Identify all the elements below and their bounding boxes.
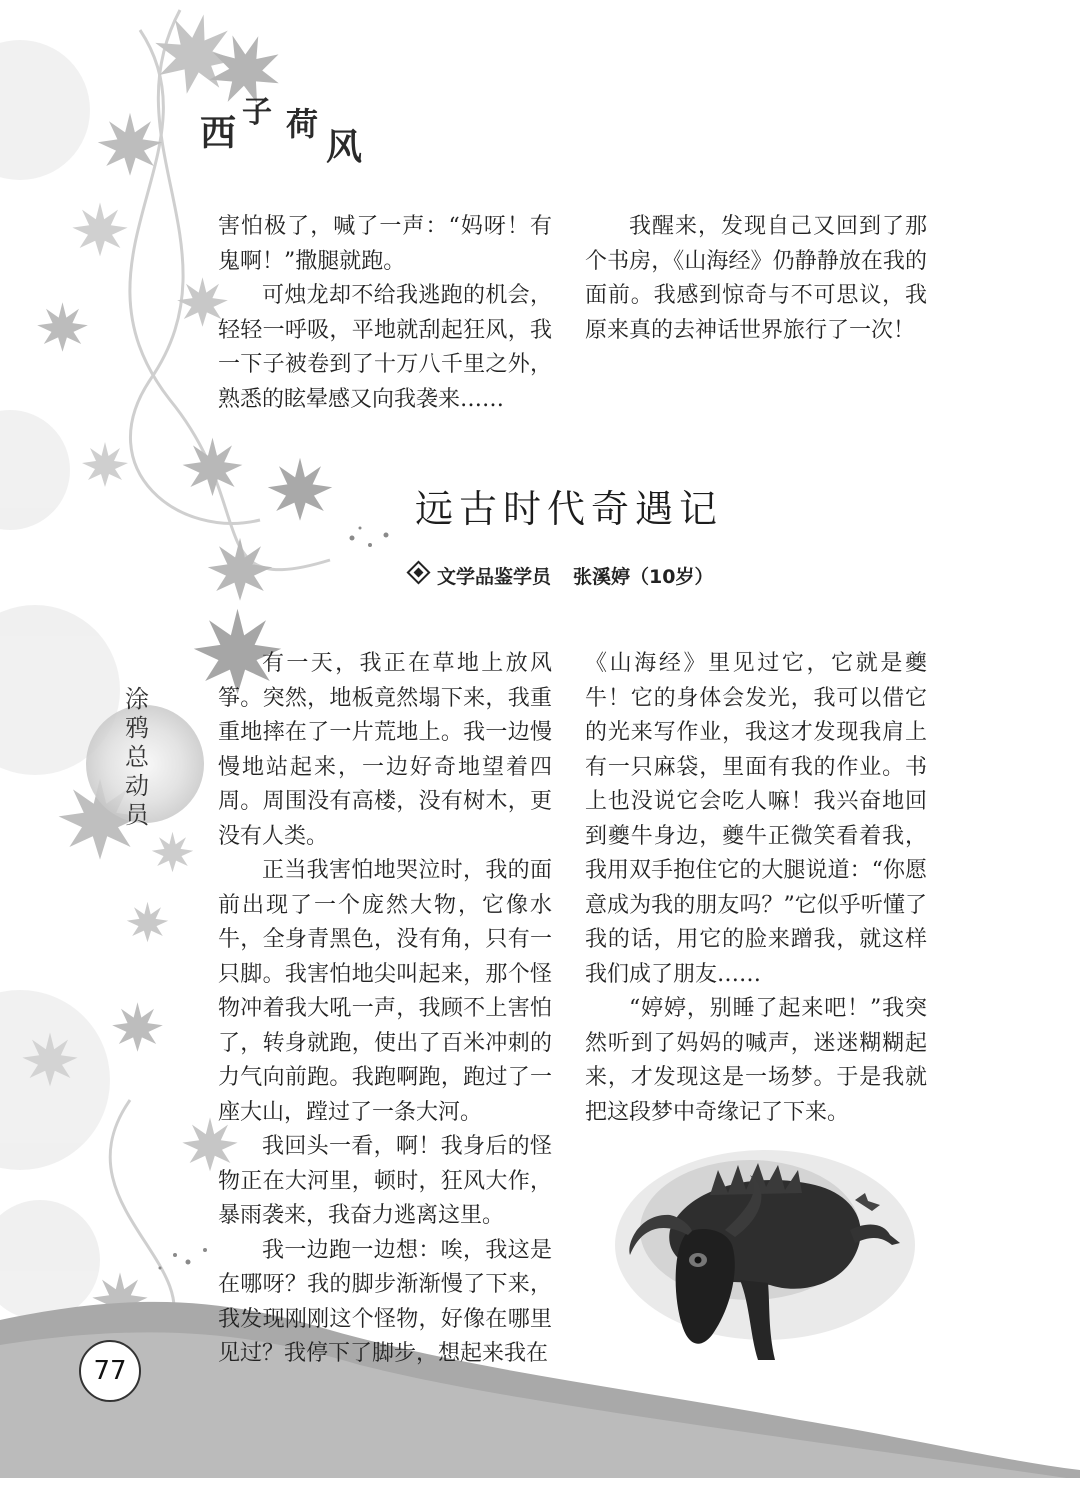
paragraph: 害怕极了，喊了一声：“妈呀！有鬼啊！”撒腿就跑。 — [218, 214, 552, 274]
kui-niu-illustration — [600, 1135, 920, 1375]
diamond-bullet-icon — [406, 560, 430, 584]
paragraph: 我醒来，发现自己又回到了那个书房，《山海经》仍静静放在我的面前。我感到惊奇与不可思议，我原来真的去神话世界旅行了一次！ — [585, 214, 927, 343]
paragraph: 可烛龙却不给我逃跑的机会，轻轻一呼吸，平地就刮起狂风，我一下子被卷到了十万八千里之外，熟悉的眩晕感又向我袭来…… — [218, 283, 552, 412]
prev-story-right-column — [585, 210, 927, 348]
byline-role: 文学品鉴学员 — [437, 566, 552, 588]
article-right-column — [585, 647, 927, 1130]
header-char-3: 荷 — [286, 105, 319, 143]
prev-story-left-column — [218, 210, 552, 417]
paragraph: 我一边跑一边想：唉，我这是在哪呀？我的脚步渐渐慢了下来，我发现刚刚这个怪物，好像在哪里见过？我停下了脚步，想起来我在 — [218, 1237, 552, 1366]
byline — [410, 562, 713, 589]
article-title: 远古时代奇遇记 — [415, 487, 724, 531]
header-char-4: 风 — [326, 127, 363, 168]
paragraph: 《山海经》里见过它，它就是夔牛！它的身体会发光，我可以借它的光来写作业，我这才发现我肩上有一只麻袋，里面有我的作业。书上也没说它会吃人嘛！我兴奋地回到夔牛身边，夔牛正微笑看着我，我用双手抱住它的大腿说道：“你愿意成为我的朋友吗？”它似乎听懂了我的话，用它的脸来蹭我，就这样我们成了朋友…… — [585, 651, 927, 987]
bottom-border — [0, 1478, 1080, 1495]
side-label-text: 涂鸦总动员 — [125, 685, 149, 829]
paragraph: “婷婷，别睡了起来吧！”我突然听到了妈妈的喊声，迷迷糊糊起来，才发现这是一场梦。于是我就把这段梦中奇缘记了下来。 — [585, 996, 927, 1125]
header-char-1: 西 — [200, 113, 237, 154]
paragraph: 正当我害怕地哭泣时，我的面前出现了一个庞然大物，它像水牛，全身青黑色，没有角，只有一只脚。我害怕地尖叫起来，那个怪物冲着我大吼一声，我顾不上害怕了，转身就跑，使出了百米冲刺的力气向前跑。我跑啊跑，跑过了一座大山，蹚过了一条大河。 — [218, 858, 552, 1125]
side-section-label — [118, 685, 158, 835]
page-number: 77 — [79, 1340, 141, 1402]
header-char-2: 子 — [242, 95, 272, 130]
column-header — [200, 95, 400, 168]
paragraph: 有一天，我正在草地上放风筝。突然，地板竟然塌下来，我重重地摔在了一片荒地上。我一边慢慢地站起来，一边好奇地望着四周。周围没有高楼，没有树木，更没有人类。 — [218, 651, 552, 849]
article-left-column — [218, 647, 552, 1372]
byline-name: 张溪婷（10岁） — [573, 566, 714, 588]
paragraph: 我回头一看，啊！我身后的怪物正在大河里，顿时，狂风大作，暴雨袭来，我奋力逃离这里。 — [218, 1134, 552, 1228]
